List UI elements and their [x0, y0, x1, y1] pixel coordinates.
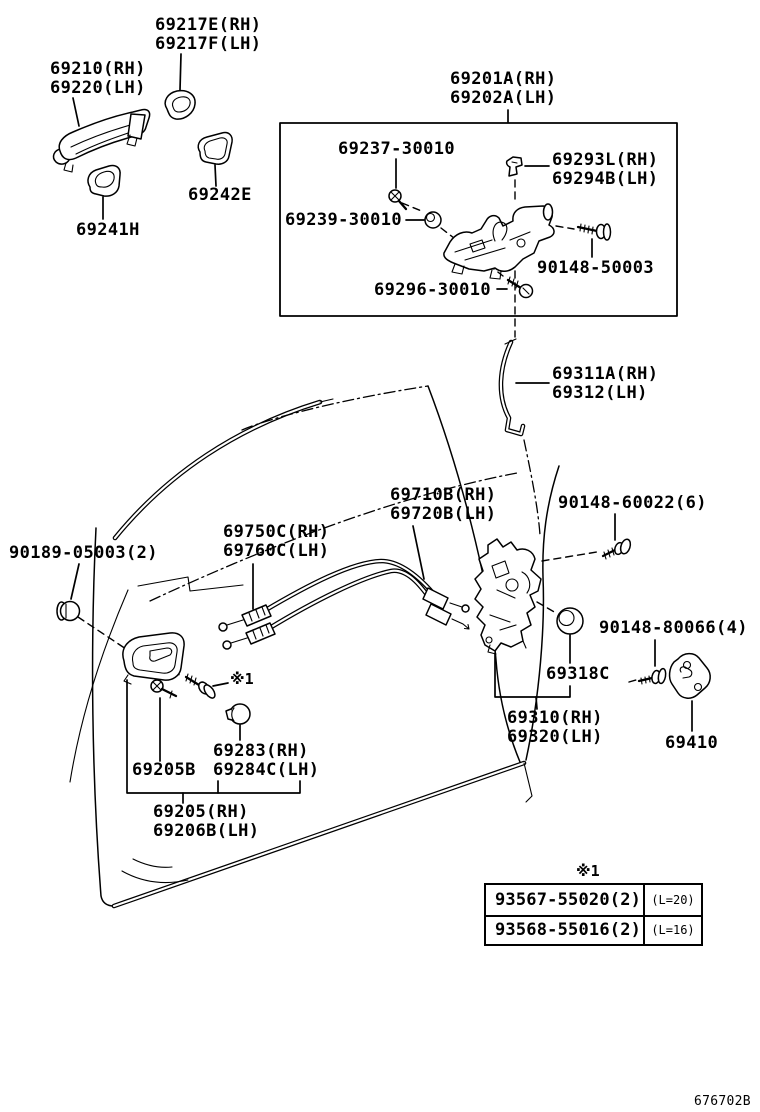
table-part-length: (L=20) — [651, 892, 695, 907]
diagram-code: 676702B — [694, 1094, 751, 1109]
screw-90148-80066-drawing — [639, 668, 667, 684]
table-row — [486, 915, 701, 945]
clip-69205B-drawing — [151, 680, 176, 698]
screw-90148-60022-drawing — [603, 538, 632, 559]
screw-note1-drawing — [186, 674, 217, 700]
label-screw-80066: 90148-80066(4) — [599, 618, 748, 638]
table-row — [486, 885, 701, 915]
label-clip-69205B: 69205B — [132, 760, 196, 780]
label-rod-lock: 69311A(RH) 69312(LH) — [552, 364, 659, 403]
label-frame-assy: 69201A(RH) 69202A(LH) — [450, 69, 557, 108]
label-grommet-69239: 69239-30010 — [285, 210, 402, 230]
label-handle-cover: 69217E(RH) 69217F(LH) — [155, 15, 262, 54]
label-screw-50003: 90148-50003 — [537, 258, 654, 278]
label-knob: 69283(RH) 69284C(LH) — [213, 741, 320, 780]
label-striker: 69410 — [665, 733, 719, 753]
note1-marker: ※1 — [230, 670, 254, 688]
outside-handle-drawing — [54, 109, 150, 172]
dashed-connectors — [78, 180, 636, 682]
inside-handle-bezel-drawing — [123, 633, 184, 684]
lock-assembly-drawing — [475, 539, 541, 654]
clip-69293-drawing — [507, 157, 522, 176]
group-brackets — [127, 653, 570, 803]
label-pad-front: 69241H — [76, 220, 140, 240]
label-handle-outside: 69210(RH) 69220(LH) — [50, 59, 146, 98]
label-pad-rear: 69242E — [188, 185, 252, 205]
bolt-69237-drawing — [389, 190, 406, 209]
screw-length-table — [484, 883, 703, 946]
label-lock-assy: 69310(RH) 69320(LH) — [507, 708, 603, 747]
table-part-number: 93568-55016(2) — [486, 917, 645, 945]
screw-90148-50003-drawing — [578, 224, 611, 240]
label-grommet-69318: 69318C — [546, 664, 610, 684]
label-cable-release: 69750C(RH) 69760C(LH) — [223, 522, 330, 561]
release-cables-drawing — [219, 561, 469, 649]
table-part-number: 93567-55020(2) — [486, 885, 645, 915]
label-screw-60022: 90148-60022(6) — [558, 493, 707, 513]
label-grommet-90189: 90189-05003(2) — [9, 543, 158, 563]
table-part-length: (L=16) — [651, 923, 695, 938]
lock-rod-drawing — [501, 339, 523, 434]
pad-rear-drawing — [198, 133, 232, 165]
pad-front-drawing — [88, 165, 120, 196]
grommet-90189-drawing — [57, 602, 80, 621]
grommet-69318-drawing — [557, 608, 583, 634]
grommet-69239-drawing — [425, 212, 441, 228]
label-bolt-69296: 69296-30010 — [374, 280, 491, 300]
label-bolt-69237: 69237-30010 — [338, 139, 455, 159]
label-handle-inside: 69205(RH) 69206B(LH) — [153, 802, 260, 841]
bolt-69296-drawing — [508, 277, 533, 298]
label-cable-lock: 69710B(RH) 69720B(LH) — [390, 485, 497, 524]
label-clip-69293: 69293L(RH) 69294B(LH) — [552, 150, 659, 189]
table-note-marker: ※1 — [576, 862, 600, 880]
handle-cover-drawing — [165, 91, 195, 119]
striker-drawing — [670, 654, 711, 699]
knob-69283-drawing — [226, 704, 250, 724]
